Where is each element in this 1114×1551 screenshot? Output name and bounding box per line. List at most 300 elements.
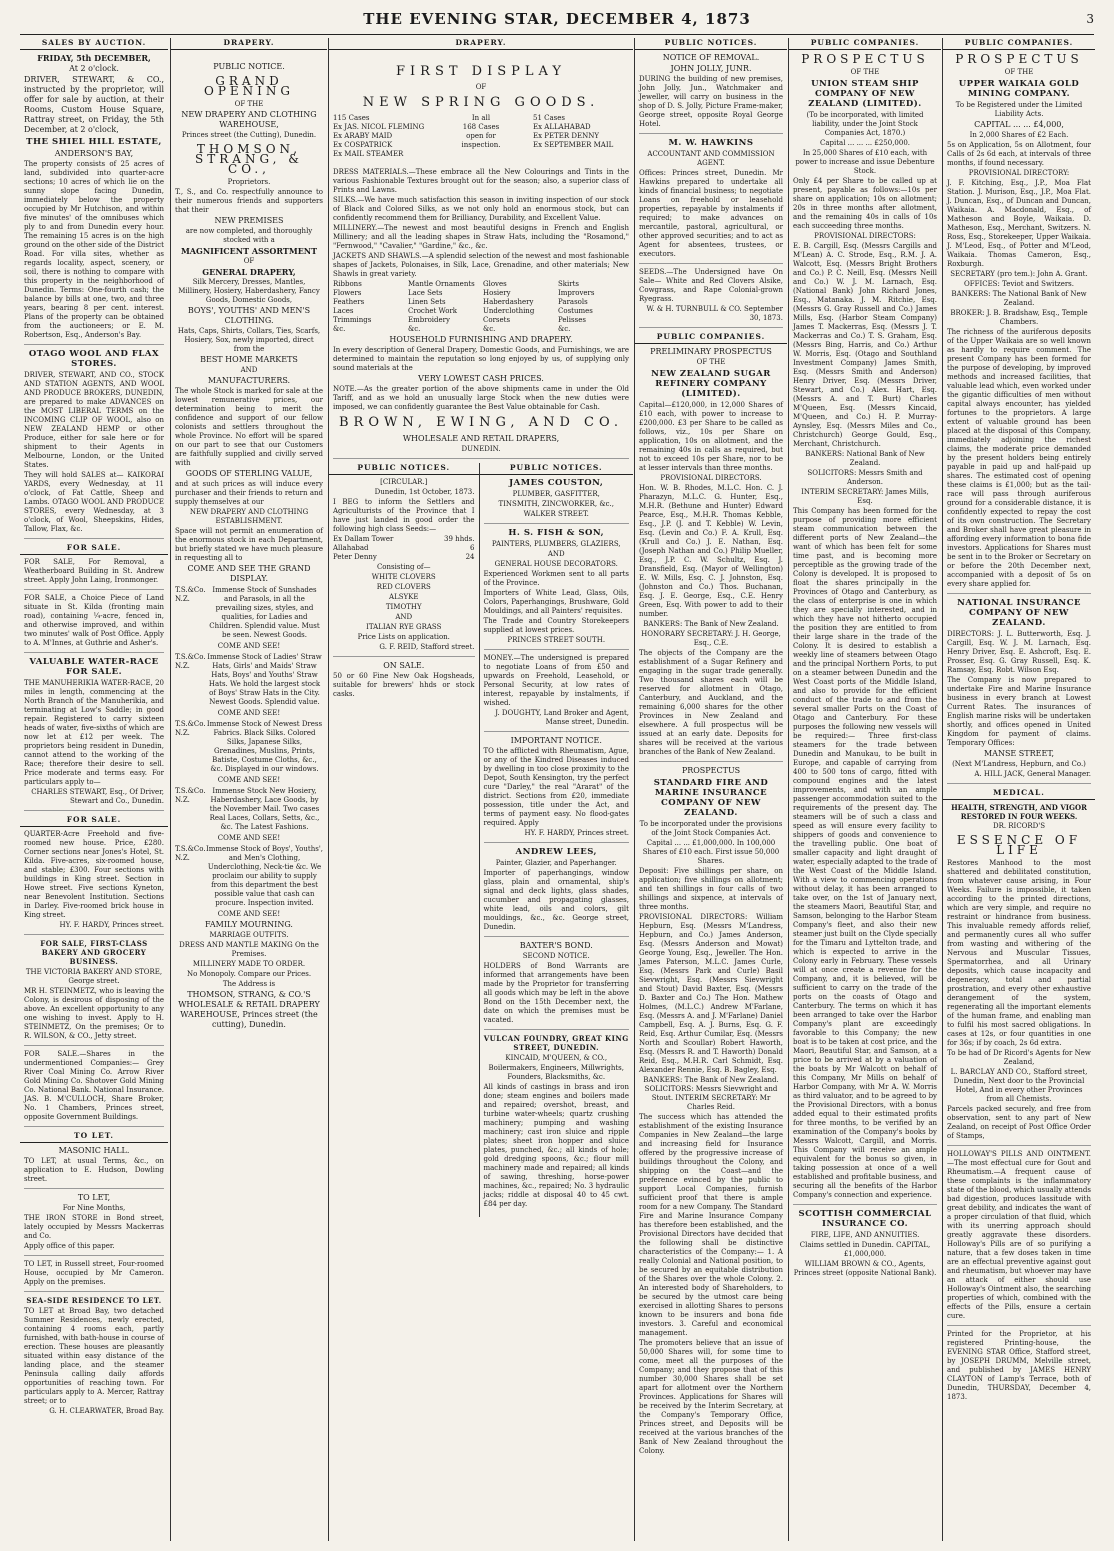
auction-subtitle: ANDERSON'S BAY,	[54, 149, 134, 158]
ad-line: Hats, Caps, Shirts, Collars, Ties, Scarfs, Hosiery, Sox, newly imported, direct from the	[177, 327, 321, 353]
ad-line: UPPER WAIKAIA GOLD MINING COMPANY.	[958, 79, 1080, 99]
auction-text: The property consists of 25 acres of land, subdivided into quarter-acre sections; 10 acres of which lie on the sunny slope facing Dunedin, immediately below the property occupied by Mr Hutchison, and within five minutes' of the omnibuses which ply to and from Dunedin every hour. The remaining 15 acres is on the high ground on the other side of the District Road. For villa sites, whether as regards locality, aspect, scenery, or soil, there is nothing to compare with this property in the neighborhood of Dunedin. Terms: One-fourth cash; the balance by bills at one, two, and three years, bearing 8 per cent. interest. Plans of the property can be obtained from the auctioneers; or E. M. Robertson, Esq., Anderson's Bay.	[24, 160, 164, 339]
ad-line: PROVISIONAL DIRECTORY:	[968, 169, 1070, 177]
ad-line: ANDREW LEES,	[515, 847, 597, 857]
ad-line: PROVISIONAL DIRECTORS:	[814, 232, 916, 240]
come-and-see: COME AND SEE!	[217, 834, 281, 842]
thomson-strang-ad	[175, 53, 323, 1034]
clover-item: ITALIAN RYE GRASS	[366, 623, 442, 631]
ad-line: Printed for the Proprietor, at his registered Printing-house, the EVENING STAR Office, Stafford street, by JOSEPH DRUMM, Melville street, and published by JAMES HENRY CLAYTON of Lamp's Terrace, both of Dunedin, THURSDAY, December 4, 1873.	[947, 1330, 1091, 1401]
section-header: FOR SALE.	[20, 815, 168, 827]
ad-line: MANSE STREET,	[983, 749, 1055, 758]
waikaia-prospectus	[947, 54, 1091, 594]
section-header: MEDICAL.	[943, 788, 1095, 800]
case-line: Ex ARABY MAID	[333, 132, 393, 140]
ad-line: OFFICES: Teviot and Switzers.	[964, 280, 1074, 288]
money-ad	[484, 654, 630, 732]
stock-text: Immense Stock of Sunshades and Parasols, in all the prevailing sizes, styles, and qualities, for Ladies and Children. Splendid value. Must be seen. Newest Goods.	[209, 586, 320, 639]
goods-item: Embroidery	[408, 316, 450, 324]
ad-line: To be incorporated under the provisions of the Joint Stock Companies Act.	[639, 820, 783, 837]
section-header: PUBLIC COMPANIES.	[635, 332, 787, 344]
ad-line: BAXTER'S BOND.	[519, 941, 593, 950]
ad-line: Capital—£120,000, in 12,000 Shares of £10 each, with power to increase to £200,000. £3 per Share to be called as follows, viz., 10s per Share on application, 10s on allotment, and the remaining 40s in calls as required, but not to exceed 10s per Share, nor to be at lesser intervals than three months.	[639, 401, 783, 472]
notice-heading: PUBLIC NOTICE.	[213, 62, 285, 71]
case-line: inspection.	[461, 141, 501, 149]
national-insurance-ad	[947, 598, 1091, 784]
stock-text: Immense Stock of Newest Dress Fabrics. Black Silks. Colored Silks, Japanese Silks, Grenadines, Muslins, Prints, Batiste, Costume Cloths, &c., &c. Displayed in our windows.	[206, 720, 323, 773]
bakery-title: THE VICTORIA BAKERY AND STORE, George street.	[25, 968, 163, 985]
ad-line: Offices: Princes street, Dunedin. Mr Hawkins prepared to undertake all kinds of financial business; to negotiate Loans on freehold or leasehold properties, repayable by instalments if required; to make advances on mercantile, pastoral, agricultural, or other approved securities; and to act as Agent for absentees, trustees, or executors.	[639, 169, 783, 258]
to-let-ad	[24, 1193, 164, 1256]
ad-line: MANUFACTURERS.	[207, 376, 291, 385]
ad-line: The promoters believe that an issue of 50,000 Shares will, for some time to come, meet all the purposes of the Company; and they propose that of this number 30,000 Shares shall be set apart for allotment over the Northern Provinces. Applications for Shares will be received by the Interim Secretary, at the Company's Temporary Office, Princes street, and Deposits will be received at the various branches of the Bank of New Zealand throughout the Colony.	[639, 1339, 783, 1455]
water-heading: VALUABLE WATER-RACE FOR SALE.	[29, 657, 159, 677]
union-prospectus	[793, 54, 937, 1205]
come-and-see: COME AND SEE!	[217, 910, 281, 918]
ad-line: NATIONAL INSURANCE COMPANY OF NEW ZEALAND.	[957, 598, 1081, 628]
seed-qty: 24	[465, 553, 475, 561]
firm-name: THOMSON, STRANG, & CO.,	[195, 142, 303, 176]
seed-name: Peter Denny	[333, 553, 377, 561]
ad-line: NEW DRAPERY AND CLOTHING WAREHOUSE,	[181, 110, 317, 129]
ad-line: PROSPECTUS	[801, 52, 929, 66]
ad-line: MONEY.—The undersigned is prepared to negotiate Loans of from £50 and upwards on Freehold, Leasehold, or Personal Security, at low rates of interest, repayable by instalments, if wished.	[483, 654, 629, 707]
ad-line: PRINCES STREET SOUTH.	[507, 636, 606, 644]
case-line: Ex MAIL STEAMER	[333, 150, 404, 158]
ad-line: The success which has attended the establishment of the existing Insurance Companies in New Zealand—the large and increasing field for Insurance offered by the progressive increase of buildings throughout the Colony, and shipping on the Coast—and the preference evinced by the public to support Local Companies, furnish sufficient proof that there is ample room for a new Company. The Standard Fire and Marine Insurance Company has therefore been established, and the Provisional Directors have decided that the following shall be distinctive characteristics of the Company:— 1. A really Colonial and National position, to be secured by an equitable distribution of the Shares over the whole Colony. 2. An interested body of Shareholders, to be secured by the utmost care being exercised in allotting Shares to persons known to be insurers and bona fide investors. 3. Careful and economical management.	[639, 1113, 783, 1337]
shares-ad	[24, 1050, 164, 1127]
seed-column	[329, 463, 480, 1217]
auction-date: FRIDAY, 5th DECEMBER,	[37, 53, 151, 63]
goods-item: Hosiery	[483, 289, 511, 297]
seed-row	[333, 544, 475, 553]
quarter-acre-ad	[24, 830, 164, 935]
water-text: THE MANUHERIKIA WATER-RACE, 20 miles in length, commencing at the North Branch of the Manuherikia, and terminating at Low's Saddle; in good repair. Registered to carry sixteen heads of water, five-sixths of which are now let at £12 per week. The proprietors being resident in Dunedin, cannot attend to the working of the Race; therefore their desire to sell. Price moderate and terms easy. For particulars apply to—	[24, 679, 164, 786]
hogshead-ad	[333, 661, 475, 703]
ad-line: Boilermakers, Engineers, Millwrights, Founders, Blacksmiths, &c.	[488, 1064, 624, 1081]
masthead-title: THE EVENING STAR, DECEMBER 4, 1873	[363, 10, 751, 28]
water-sign: CHARLES STEWART, Esq., Of Driver, Stewart and Co., Dunedin.	[31, 788, 164, 805]
ad-line: Parcels packed securely, and free from observation, sent to any part of New Zealand, on receipt of Post Office Order of Stamps,	[947, 1105, 1091, 1140]
seed-list	[333, 535, 475, 562]
masonic-hall: MASONIC HALL.	[58, 1146, 130, 1155]
vulcan-ad	[484, 1034, 630, 1213]
for-sale-ad	[24, 594, 164, 653]
stock-item	[175, 787, 323, 832]
ad-line: WHOLESALE AND RETAIL DRAPERS,	[402, 434, 560, 443]
ad-sign: G. H. CLEARWATER, Broad Bay.	[49, 1407, 164, 1415]
ad-line: HONORARY SECRETARY: J. H. George, Esq., C.E.	[641, 630, 781, 647]
goods-item: Gloves	[483, 280, 507, 288]
masthead	[20, 10, 1094, 35]
clover-list	[333, 573, 475, 632]
ad-line: NOTICE OF REMOVAL.	[662, 53, 760, 62]
ad-line: MAGNIFICENT ASSORTMENT	[180, 246, 318, 256]
stock-item	[175, 845, 323, 908]
seaside-heading: SEA-SIDE RESIDENCE TO LET.	[26, 1296, 162, 1305]
ad-line: The whole Stock is marked for sale at the lowest remunerative prices, our determination being to merit the confidence and support of our fellow colonists and settlers throughout the whole Province. No effort will be spared on our part to see that our Customers are faithfully supplied and civilly served with	[175, 387, 323, 467]
ad-line: This Company has been formed for the purpose of providing more efficient steam communication between the different ports of New Zealand—the want of which has been felt for some time past, and is becoming more perceptible as the growing trade of the Colony is developed. It is proposed to float the shares principally in the Provinces of Otago and Canterbury, as the class of enterprise is one in which they are specially interested, and in which they have not hitherto occupied the position they are entitled to from their large share in the trade of the Colony. It is desired to establish a weekly line of steamers between Otago and the principal Northern Ports, to put on a steamer between Dunedin and the West Coast ports of the Middle Island, and also to provide for the efficient conduct of the trade to and from the several smaller Ports on the Coast of Otago and Canterbury. For these purposes the following new vessels will be required:— Three first-class steamers for the trade between Dunedin and Manukau, to be built in Europe, and capable of carrying from 400 to 500 tons of cargo, fitted with compound engines and the latest improvements, and with an ample passenger accommodation suited to the requirements of the present day. The steamers will be of such a class and speed as will ensure every facility to shippers of goods and convenience to the travelling public. One boat of smaller capacity and light draught of water, especially adapted to the trade of the West Coast of the Middle Island. With a view to commencing operations without delay, it has been arranged to take over, on the 1st of January next, the steamers Maori, Beautiful Star, and Samson, belonging to the Harbor Steam Company's fleet, and also their new steamer just built on the Clyde specially for the Timaru and Lyttelton trade, and which is expected to arrive in the Colony early in February. These vessels will at once create a revenue for the Company, and, it is believed, will be sufficient to carry on the trade of the ports on the coasts of Otago and Canterbury. The terms on which it has been arranged to take over the Harbor Company's plant are exceedingly favorable to this Company; the new boat is to be taken at cost price, and the Maori, Beautiful Star, and Samson, at a price to be arrived at by a valuation of the boats by Mr Walcott on behalf of this Company, Mr Mills on behalf of Harbor Company, with Mr A. W. Morris as third valuator, and to be agreed to by the Provisional Directors, with a bonus added equal to their estimated profits for three months, to be verified by an examination of the Company's books by Messrs Walcott, Cargill, and Morris. This Company will receive an ample equivalent for the bonus so given, in taking possession at once of a well established and profitable business, and securing all the benefits of the Harbor Company's connection and experience.	[793, 507, 937, 1199]
case-line: 51 Cases	[533, 114, 565, 122]
lower-split	[329, 463, 633, 1217]
standard-prospectus	[639, 766, 783, 1460]
case-line: open for	[466, 132, 496, 140]
ad-line: SOLICITORS: Messrs Smith and Anderson.	[807, 469, 923, 486]
ad-line: DURING the building of new premises, John Jolly, Jun., Watchmaker and Jeweller, will carry on business in the shop of D. S. Jolly, Picture Frame-maker, George street, opposite Royal George Hotel.	[639, 75, 783, 128]
hawkins-ad	[639, 138, 783, 264]
bakery-ad	[24, 939, 164, 1046]
wool-sales: They will hold SALES at— KAIKORAI YARDS, every Wednesday, at 11 o'clock, of Fat Cattle, Sheep and Lambs. OTAGO WOOL AND PRODUCE STORES, every Wednesday, at 3 o'clock, of Wool, Sheepskins, Hides, Tallow, Flax, &c.	[24, 471, 164, 533]
ad-text: FOR SALE.—Shares in the undermentioned Companies:— Grey River Coal Mining Co. Arrow River Gold Mining Co. Shotover Gold Mining Co. National Bank. National Insurance. JAS. B. M'CULLOCH, Share Broker, No. 1 Chambers, Princes street, opposite Government Buildings.	[24, 1050, 164, 1121]
stock-mark: T.S.&Co. N.Z.	[175, 845, 206, 862]
ad-subheading: For Nine Months,	[62, 1204, 126, 1212]
ad-text: QUARTER-Acre Freehold and five-roomed new house. Price, £280. Corner sections near Jones's Hotel, St. Kilda. Five-acres, six-roomed house, and stable; £300. Four sections with buildings in King street. Section in Howe street. Five sections Kyneton, near Benevolent Institution. Sections in Darley. Five-roomed brick house in King street.	[24, 830, 164, 919]
ad-line: To be had of Dr Ricord's Agents for New Zealand,	[947, 1049, 1091, 1066]
wool-heading: OTAGO WOOL AND FLAX STORES.	[28, 349, 160, 369]
couston-ad	[484, 478, 630, 524]
ad-line: In 2,000 Shares of £2 Each.	[969, 131, 1069, 139]
ad-line: The Trade and Country Storekeepers supplied at lowest prices.	[483, 617, 629, 634]
ad-line: HOLLOWAY'S PILLS AND OINTMENT.—The most effectual cure for Gout and Rheumatism.—A frequent cause of these complaints is the inflammatory state of the blood, which usually attends bad digestion, produces lassitude with great debility, and indicates the want of a proper circulation of that fluid, which with its unerring approach should greatly aggravate these disorders. Holloway's Pills are of so purifying a nature, that a few doses taken in time are an effectual preventive against gout and rheumatism, but whoever may have an attack of either should use Holloway's Ointment also, the searching properties of which, combined with the effects of the Pills, ensure a certain cure.	[947, 1150, 1091, 1320]
seed-qty: 6	[470, 544, 475, 552]
goods-item: Laces	[333, 307, 354, 315]
goods-item: Crochet Work	[408, 307, 458, 315]
ad-line: THOMSON, STRANG, & CO.'S WHOLESALE & RETAIL DRAPERY WAREHOUSE, Princes street (the cutting), Dunedin.	[178, 990, 320, 1029]
column-1	[20, 38, 168, 1541]
cases-mid	[433, 114, 529, 159]
ad-line: DR. RICORD'S	[992, 822, 1046, 830]
ad-line: Capital ... ... £1,000,000. In 100,000 Shares of £10 each. First issue 50,000 Shares.	[642, 839, 780, 865]
ad-line: MARRIAGE OUTFITS.	[209, 931, 289, 939]
seed-qty: 39 hhds.	[444, 535, 475, 543]
ad-line: BANKERS: The National Bank of New Zealand.	[951, 290, 1087, 307]
case-line: Ex JAS. NICOL FLEMING	[333, 123, 425, 131]
section-header: PUBLIC COMPANIES.	[943, 38, 1095, 50]
ad-line: NEW PREMISES	[214, 216, 284, 225]
stock-item	[175, 586, 323, 640]
ad-line: TO the afflicted with Rheumatism, Ague, or any of the Kindred Diseases induced by dwelling in too close proximity to the Depot, South Kensington, try the perfect cure "Darley," the real "Ararat" of the district. Sections from £20, immediate possession, title under the Act, and terms of payment easy. No flood-gates required. Apply	[483, 747, 629, 827]
brown-ewing-ad	[333, 53, 629, 459]
case-line: Ex SEPTEMBER MAIL	[533, 141, 614, 149]
goods-item: Costumes	[558, 307, 593, 315]
ad-line: OF THE	[1004, 68, 1034, 76]
ad-line: BANKERS: National Bank of New Zealand.	[805, 450, 925, 467]
ad-line: ESSENCE OF LIFE	[956, 833, 1082, 857]
ad-line: No Monopoly. Compare our Prices.	[186, 970, 312, 978]
case-line: In all	[471, 114, 491, 122]
rheumatism-ad	[484, 736, 630, 843]
seed-ad	[333, 478, 475, 657]
ad-line: 50 or 60 Fine New Oak Hogsheads, suitable for brewers' hhds or stock casks.	[333, 672, 475, 698]
ad-line: SECRETARY (pro tem.): John A. Grant.	[950, 270, 1088, 278]
section-header: DRAPERY.	[171, 38, 327, 50]
ricord-ad	[947, 803, 1091, 1146]
seed-name: Allahabad	[333, 544, 369, 552]
ad-line: JOHN JOLLY, JUNR.	[670, 64, 752, 73]
ad-line: OF THE	[696, 358, 726, 366]
goods-list	[483, 280, 554, 334]
column-6	[788, 38, 941, 1541]
ad-line: T., S., and Co. respectfully announce to their numerous friends and supporters that their	[175, 188, 323, 214]
goods-item: &c.	[408, 325, 421, 333]
ad-line: J. DOUGHTY, Land Broker and Agent, Manse street, Dunedin.	[495, 709, 629, 726]
stock-mark: T.S.&Co. N.Z.	[175, 787, 206, 804]
ad-line: OF THE	[850, 68, 880, 76]
ad-line: TINSMITH, ZINCWORKER, &c.,	[498, 500, 614, 508]
jolly-ad	[639, 53, 783, 134]
ad-line: ACCOUNTANT AND COMMISSION AGENT.	[647, 150, 775, 167]
ad-line: Dunedin, 1st October, 1873.	[374, 488, 475, 496]
ad-line: PAINTERS, PLUMBERS, GLAZIERS,	[491, 540, 621, 548]
ad-line: Price Lists on application.	[357, 633, 450, 641]
column-3	[328, 38, 633, 1541]
goods-lists	[333, 280, 629, 334]
cases-left	[333, 114, 429, 159]
ad-line: Importers of White Lead, Glass, Oils, Colors, Paperhangings, Brushware, Gold Mouldings, and all Painters' requisites.	[483, 589, 629, 615]
ad-line: PRELIMINARY PROSPECTUS	[650, 347, 772, 356]
ad-line: A. HILL JACK, General Manager.	[974, 770, 1091, 778]
ad-line: I BEG to inform the Settlers and Agriculturists of the Province that I have just landed in good order the following high class Seeds:—	[333, 498, 475, 533]
ad-line: BOYS', YOUTHS' AND MEN'S CLOTHING.	[187, 306, 311, 325]
ad-line: GENERAL DRAPERY,	[202, 267, 296, 277]
ad-line: SILKS.—We have much satisfaction this season in inviting inspection of our stock of Black and Colored Silks, as we not only hold an enormous stock, but can confidently recommend them for Brilliancy, Durability, and Excellent Value.	[333, 196, 629, 222]
ad-line: L. BARCLAY AND CO., Stafford street, Dunedin, Next door to the Provincial Hotel, And in every other Provinces from all Chemists.	[950, 1068, 1088, 1103]
stock-item	[175, 653, 323, 707]
ad-line: All kinds of castings in brass and iron done; steam engines and boilers made and repaired; overshot, breast, and turbine water-wheels; quartz crushing machinery; pumping and washing machinery; cast iron sluice and ripple plates; sheet iron hopper and sluice plates, punched, &c.; all kinds of hole; gold dredging spoons, &c.; flour mill machinery made and repaired; all kinds of sawing, threshing, horse-power machines, &c., repaired; No. 3 hydraulic jacks; riddle at disposal 40 to 45 cwt. £84 per day.	[483, 1083, 629, 1208]
ad-line: VERY LOWEST CASH PRICES.	[418, 374, 544, 383]
ad-line: NOTE.—As the greater portion of the above shipments came in under the Old Tariff, and as we hold an unusually large Stock when the new duties were imposed, we can confidently guarantee the Best Value obtainable for Cash.	[333, 385, 629, 411]
seaside-ad	[24, 1296, 164, 1420]
stock-text: Immense Stock of Ladies' Straw Hats, Girls' and Maids' Straw Hats, Boys' and Youths' Straw Hats. We hold the largest stock of Boys' Straw Hats in the City. Newest Goods. Splendid value.	[207, 653, 322, 706]
ad-line: are now completed, and thoroughly stocked with a	[185, 227, 313, 244]
goods-item: Underclothing	[483, 307, 535, 315]
for-sale-ad	[24, 558, 164, 590]
auction-time: At 2 o'clock.	[69, 64, 119, 73]
goods-item: Trimmings	[333, 316, 372, 324]
ad-line: HY. F. HARDY, Princes street.	[524, 829, 629, 837]
bakery-heading: FOR SALE, FIRST-CLASS BAKERY AND GROCERY BUSINESS.	[40, 939, 148, 966]
imprint	[947, 1330, 1091, 1406]
ad-text: TO LET, at usual Terms, &c., on application to E. Hudson, Dowling street.	[24, 1157, 164, 1183]
ad-line: DUNEDIN.	[461, 445, 501, 453]
ad-line: NEW ZEALAND SUGAR REFINERY COMPANY (LIMITED).	[651, 369, 771, 399]
goods-list	[558, 280, 629, 334]
ad-line: WALKER STREET.	[523, 510, 589, 518]
wool-text: DRIVER, STEWART, AND CO., STOCK AND STATION AGENTS, AND WOOL AND PRODUCE BROKERS, DUNEDIN, are prepared to make ADVANCES on the MOST LIBERAL TERMS on the INCOMING CLIP OF WOOL, also on NEW ZEALAND HEMP or other Produce, either for sale here or for shipment to their Agents in Melbourne, London, or the United States.	[24, 371, 164, 469]
ad-line: PLUMBER, GASFITTER,	[512, 490, 600, 498]
ad-line: The Company is now prepared to undertake Fire and Marine Insurance business in every branch at Lowest Current Rates. The insurances of English marine risks will be undertaken shortly, and offices opened in United Kingdom for payment of claims. Temporary Offices:	[947, 676, 1091, 747]
ad-line: (Next M'Landress, Hepburn, and Co.)	[952, 760, 1086, 768]
ad-line: and at such prices as will induce every purchaser and their friends to return and supply themselves at our	[175, 480, 323, 506]
ad-line: PROVISIONAL DIRECTORS.	[660, 474, 762, 482]
ad-line: MILLINERY MADE TO ORDER.	[192, 960, 306, 968]
ad-line: Princes street (the Cutting), Dunedin.	[181, 131, 317, 139]
ad-line: PROVISIONAL DIRECTORS: William Hepburn, Esq. (Messrs M'Landress, Hepburn, and Co.) James Anderson, Esq. (Messrs Anderson and Mowat) George Young, Esq., Jeweller. The Hon. James Paterson, M.L.C. James Curle, Esq. (Messrs Park and Curle) Basil Sievwright, Esq. (Messrs Sievwright and Stout) David Baxter, Esq. (Messrs D. Baxter and Co.) The Hon. Mathew Holmes, (M.L.C.) Andrew M'Farlane, Esq. (Messrs A. and J. M'Farlane) Daniel Campbell, Esq. A. J. Burns, Esq. G. F. Reid, Esq. Arthur Cumilar, Esq. (Messrs North and Scoullar) Robert Haworth, Esq. (Messrs R. and T. Haworth) Donald Reid, Esq., M.H.R. Carl Schmidt, Esq. Alexander Rennie, Esq. B. Bagley, Esq.	[639, 913, 783, 1074]
stock-mark: T.S.&Co. N.Z.	[175, 720, 206, 737]
ad-line: Silk Mercery, Dresses, Mantles, Millinery, Hosiery, Haberdashery, Fancy Goods, Domestic Goods,	[178, 278, 320, 304]
ad-line: Experienced Workmen sent to all parts of the Province.	[483, 570, 629, 587]
seeds-ad	[639, 268, 783, 328]
ad-line: 5s on Application, 5s on Allotment, four Calls of 2s 6d each, at intervals of three months, if found necessary.	[947, 141, 1091, 167]
stock-mark: T.S.&Co. N.Z.	[175, 586, 206, 603]
section-header: FOR SALE.	[20, 543, 168, 555]
goods-item: Flowers	[333, 289, 362, 297]
stock-text: Immense Stock of Boys', Youths', and Men's Clothing, Underclothing, Neck-tie &c. We proclaim our ability to supply from this department the best possible value that cash can procure. Inspection invited.	[206, 845, 323, 907]
seed-row	[333, 553, 475, 562]
ad-line: GOODS OF STERLING VALUE,	[185, 469, 313, 478]
column-7	[942, 38, 1095, 1541]
come-and-see: COME AND SEE!	[217, 642, 281, 650]
section-header: PUBLIC COMPANIES.	[789, 38, 941, 50]
ad-line: WILLIAM BROWN & CO., Agents, Princes street (opposite National Bank).	[793, 1260, 937, 1277]
ad-line: In every description of General Drapery, Domestic Goods, and Furnishings, we are determined to maintain the reputation so long enjoyed by us, of supplying only sound materials at the	[333, 346, 629, 372]
ad-line: OF THE	[234, 100, 264, 108]
ad-line: COME AND SEE THE GRAND DISPLAY.	[187, 564, 311, 583]
seed-row	[333, 535, 475, 544]
ad-line: The Address is	[222, 980, 276, 988]
goods-item: &c.	[558, 325, 571, 333]
case-line: Ex ALLAHABAD	[533, 123, 591, 131]
to-let-ad	[24, 1260, 164, 1292]
page-number: 3	[1086, 12, 1094, 26]
sugar-prospectus	[639, 347, 783, 762]
ad-line: M. W. HAWKINS	[668, 138, 754, 148]
ad-line: DIRECTORS: J. L. Butterworth, Esq. J. Cargill, Esq. W. J. M. Larnach, Esq. Henry Driver, Esq. E. Ashcroft, Esq. E. Prosser, Esq. G. Gray Russell, Esq. K. Ramsay, Esq. Robt. Wilson Esq.	[947, 630, 1091, 674]
ad-line: Only £4 per Share to be called up at present, payable as follows:—10s per share on application; 10s on allotment; 20s in three months after allotment, and the remaining 40s in calls of 10s each succeeding three months.	[793, 177, 937, 230]
goods-item: Ribbons	[333, 280, 362, 288]
ad-line: BEST HOME MARKETS	[200, 355, 298, 364]
ad-line: Deposit: Five shillings per share, on application; five shillings on allotment; and ten shillings in four calls of two shillings and sixpence, at intervals of three months.	[639, 867, 783, 911]
ad-line: NEW DRAPERY AND CLOTHING ESTABLISHMENT.	[189, 508, 309, 525]
come-and-see: COME AND SEE!	[217, 776, 281, 784]
to-let-ad	[24, 1146, 164, 1189]
section-header: SALES BY AUCTION.	[20, 38, 168, 50]
goods-item: Parasols	[558, 298, 588, 306]
ad-line: Space will not permit an enumeration of the enormous stock in each Department, but briefly stated we have much pleasure in requesting all to	[175, 527, 323, 562]
wool-ad	[24, 349, 164, 539]
case-line: 168 Cases	[462, 123, 500, 131]
column-5	[634, 38, 787, 1541]
ad-line: G. F. REID, Stafford street.	[379, 643, 475, 651]
ad-line: Restores Manhood to the most shattered and debilitated constitution, from whatever cause arising, in Four Weeks. Failure is impossible, it taken according to the printed directions, which are very simple, and require no restraint or hindrance from business. This invaluable remedy affords relief, and permanently cures all who suffer from wasting and withering of the Nervous and Muscular Tissues, Spermatorrhea, and all Urinary deposits, which cause incapacity and degeneracy, total and partial prostration, and every other exhaustive derangement of the system, regenerating all the important elements of the human frame, and enabling man to fulfil his most sacred obligations. In cases at 12s, or four quantities in one for 36s; if by coach, 2s 6d extra.	[947, 859, 1091, 1047]
goods-item: Mantle Ornaments	[408, 280, 475, 288]
ad-text: FOR SALE, For Removal, a Weatherboard Building in St. Andrew street. Apply John Laing, Ironmonger.	[24, 558, 164, 584]
scottish-ad	[793, 1209, 937, 1282]
ad-line: JACKETS AND SHAWLS.—A splendid selection of the newest and most fashionable shapes of Jackets, Polonaises, in Silk, Lace, Grenadine, and other materials; New Shawls in great variety.	[333, 252, 629, 278]
ad-text: TO LET, in Russell street, Four-roomed House, occupied by Mr Cameron. Apply on the premises.	[24, 1260, 164, 1286]
goods-item: Skirts	[558, 280, 580, 288]
ad-line: Consisting of—	[376, 563, 431, 571]
grand-opening: GRAND OPENING	[204, 74, 294, 98]
ad-line: H. S. FISH & SON,	[508, 528, 605, 538]
section-header: PUBLIC NOTICES.	[635, 38, 787, 50]
ad-line: AND	[547, 550, 565, 558]
section-header: PUBLIC NOTICES.	[480, 463, 634, 475]
ad-line: In 25,000 Shares of £10 each, with power to increase and issue Debenture Stock.	[795, 149, 935, 175]
ad-line: ON SALE.	[383, 661, 425, 670]
ad-text: MR H. STEINMETZ, who is leaving the Colony, is desirous of disposing of the above. An excellent opportunity to any one wishing to invest. Apply to H. STEINMETZ, On the premises; Or to R. WILSON, & CO., Jetty street.	[24, 987, 164, 1040]
come-and-see: COME AND SEE!	[217, 709, 281, 717]
ad-line: Proprietors.	[227, 178, 271, 186]
clover-item: TIMOTHY	[385, 603, 422, 611]
goods-item: Pelisses	[558, 316, 586, 324]
ad-line: PROSPECTUS	[681, 766, 741, 775]
ad-line: BANKERS: The Bank of New Zealand. SOLICITORS: Messrs Sievwright and Stout. INTERIM SECRETARY: Mr Charles Reid.	[643, 1076, 779, 1111]
ad-line: PROSPECTUS	[955, 52, 1083, 66]
goods-list	[333, 280, 404, 334]
ad-line: Claims settled in Dunedin. CAPITAL, £1,000,000.	[799, 1241, 931, 1258]
brown-ewing-name: BROWN, EWING, AND CO.	[338, 415, 623, 430]
stock-items	[175, 586, 323, 919]
ad-sign: HY. F. HARDY, Princes street.	[59, 921, 164, 929]
fish-ad	[484, 528, 630, 650]
ad-line: J. F. Kitching, Esq., J.P., Moa Flat Station. J. Murison, Esq., J.P., Moa Flat. J. Duncan, Esq., of Duncan and Duncan, Waikaia. A. Macdonald, Esq., of Matheson and Boyle, Waikaia. D. Matheson, Esq., Merchant, Switzers. N. Ross, Esq., Storekeeper, Upper Waikaia. J. M'Leod, Esq., of Potter and M'Leod, Waikaia. Thomas Cameron, Esq., Roxburgh.	[947, 179, 1091, 268]
ad-line: CAPITAL ... ... £4,000,	[974, 120, 1064, 129]
ad-text: FOR SALE, a Choice Piece of Land situate in St. Kilda (fronting main road), containing ¼-acre, fenced in, and otherwise improved, and within two minutes' walk of Post Office. Apply to A. M'Innes, at Guthrie and Asher's.	[24, 594, 164, 647]
ad-line: OF	[475, 83, 487, 91]
clover-item: AND	[395, 613, 413, 621]
ad-line: INTERIM SECRETARY: James Mills, Esq.	[801, 488, 929, 505]
ad-line: To be Registered under the Limited Liability Acts.	[955, 101, 1083, 118]
seed-name: Ex Dallam Tower	[333, 535, 394, 543]
ad-line: GENERAL HOUSE DECORATORS.	[494, 560, 618, 568]
ad-line: E. B. Cargill, Esq. (Messrs Cargills and M'Lean) A. C. Strode, Esq., R.M. J. A. Walcott, Esq. (Messrs Bright Brothers and Co.) P. C. Neill, Esq. (Messrs Neill and Co.) W. J. M. Larnach, Esq. (National Bank) John Richard Jones, Esq., Matanaka. J. M. Ritchie, Esq. (Messrs G. Gray Russell and Co.) James Mills, Esq. (Harbor Steam Company) James T. Mackerras, Esq. (Messrs J. T. Mackerras and Co.) T. S. Graham, Esq. (Messrs Bing, Harris, and Co.) Arthur W. Morris, Esq. (Otago and Southland Investment Company) James Smith, Esq. (Messrs Smith and Anderson) Henry Driver, Esq. (Messrs Driver, Stewart, and Co.) Alex. Hart, Esq. (Messrs A. and T. Burt) Charles M'Queen, Esq. (Messrs Kincaid, M'Queen, and Co.) H. P. Murray-Aynsley, Esq. (Messrs Miles and Co., Christchurch) George Gould, Esq., Merchant, Christchurch.	[793, 242, 937, 448]
ad-line: SCOTTISH COMMERCIAL INSURANCE CO.	[798, 1209, 932, 1229]
stock-item	[175, 720, 323, 774]
ad-line: BROKER: J. B. Bradshaw, Esq., Temple Chambers.	[950, 309, 1088, 326]
goods-item: &c.	[483, 325, 496, 333]
baxter-ad	[484, 941, 630, 1030]
ad-line: Capital ... ... ... £250,000.	[819, 139, 911, 147]
ad-line: SECOND NOTICE.	[522, 952, 590, 960]
clover-item: WHITE CLOVERS	[371, 573, 436, 581]
ad-line: (To be incorporated, with limited liability, under the Joint Stock Companies Act, 1870.)	[806, 111, 924, 137]
trades-column	[480, 463, 634, 1217]
ad-line: OF	[243, 257, 255, 265]
goods-item: Lace Sets	[408, 289, 443, 297]
section-header: TO LET.	[20, 1131, 168, 1143]
ad-line: DRESS AND MANTLE MAKING On the Premises.	[179, 941, 319, 958]
ad-text: THE IRON STORE in Bond street, lately occupied by Messrs Mackerras and Co.	[24, 1214, 164, 1240]
ad-line: BANKERS: The Bank of New Zealand.	[643, 620, 779, 628]
ad-line: KINCAID, M'QUEEN, & CO.,	[505, 1054, 608, 1062]
auction-body: DRIVER, STEWART, & CO., instructed by the proprietor, will offer for sale by auction, at their Rooms, Custom House Square, Rattray street, on Friday, the 5th December, at 2 o'clock,	[24, 75, 164, 134]
first-display: FIRST DISPLAY	[396, 64, 566, 79]
section-header: DRAPERY.	[329, 38, 633, 50]
ad-line: FAMILY MOURNING.	[205, 920, 293, 929]
ad-line: HOLDERS of Bond Warrants are informed that arrangements have been made by the Proprietor for transferring all goods which may be left in the above Bond on the 15th December next, the date on which the premises must be vacated.	[483, 962, 629, 1024]
ad-text: Apply office of this paper.	[24, 1242, 115, 1250]
ad-line: W. & H. TURNBULL & CO. September 30, 1873.	[646, 305, 783, 322]
column-2	[170, 38, 327, 1541]
goods-item: &c.	[333, 325, 346, 333]
clover-item: RED CLOVERS	[376, 583, 431, 591]
ad-line: HEALTH, STRENGTH, AND VIGOR RESTORED IN FOUR WEEKS.	[951, 803, 1087, 821]
auction-ad	[24, 53, 164, 345]
stock-mark: T.S.&Co. N.Z.	[175, 653, 206, 670]
ad-line: STANDARD FIRE AND MARINE INSURANCE COMPANY OF NEW ZEALAND.	[653, 778, 769, 818]
goods-item: Linen Sets	[408, 298, 446, 306]
ad-line: MILLINERY.—The newest and most beautiful designs in French and English Millinery; and all the leading shapes in Straw Hats, including the "Rosamond," "Fernwood," "Cavalier," "Gardine," &c., &c.	[333, 224, 629, 250]
ad-line: Painter, Glazier, and Paperhanger.	[495, 859, 617, 867]
stock-text: Immense Stock New Hosiery, Haberdashery, Lace Goods, by the November Mail. Two cases Real Laces, Collars, Setts, &c., &c. The Latest Fashions.	[209, 787, 320, 831]
ad-line: VULCAN FOUNDRY, GREAT KING STREET, DUNEDIN.	[483, 1034, 629, 1052]
ad-line: JAMES COUSTON,	[509, 478, 604, 488]
ad-line: HOUSEHOLD FURNISHING AND DRAPERY.	[389, 335, 573, 344]
case-line: Ex COSPATRICK	[333, 141, 393, 149]
holloway-ad	[947, 1150, 1091, 1326]
clover-item: ALSYKE	[389, 593, 419, 601]
